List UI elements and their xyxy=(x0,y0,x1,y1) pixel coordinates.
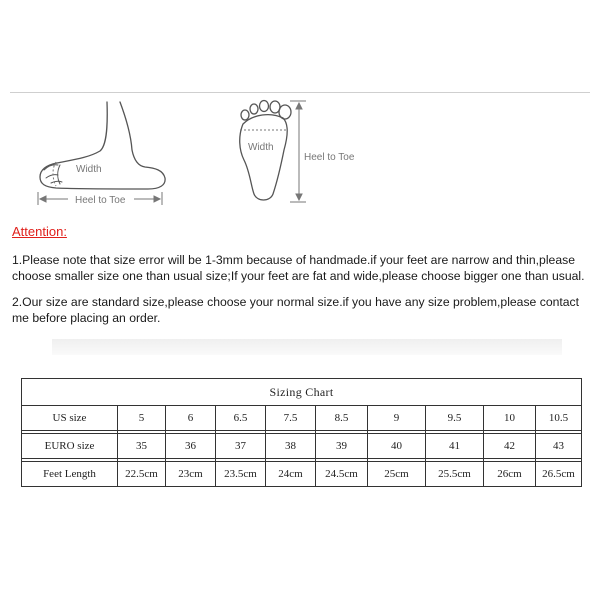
table-cell: 25.5cm xyxy=(426,462,484,487)
table-cell: 35 xyxy=(118,434,166,459)
table-cell: 41 xyxy=(426,434,484,459)
side-width-label: Width xyxy=(76,164,102,175)
table-cell: 7.5 xyxy=(266,406,316,431)
sizing-note-1: 1.Please note that size error will be 1-3mm because of handmade.if your feet are narrow and thin,please choose smaller size one than usual size;If your feet are fat and wide,please choose bigger one than usual. xyxy=(12,253,585,283)
sizing-note-2: 2.Our size are standard size,please choose your normal size.if you have any size problem,please contact me before placing an order. xyxy=(12,295,580,325)
decorative-separator xyxy=(52,339,562,355)
table-cell: 40 xyxy=(368,434,426,459)
table-row-feet-length xyxy=(22,462,582,487)
table-cell: 43 xyxy=(536,434,582,459)
table-cell: 9.5 xyxy=(426,406,484,431)
table-row-euro-size xyxy=(22,434,582,459)
sole-width-label: Width xyxy=(248,142,274,153)
table-cell: 6.5 xyxy=(216,406,266,431)
attention-heading: Attention: xyxy=(12,224,67,239)
sizing-chart-caption: Sizing Chart xyxy=(22,379,582,406)
table-cell: 38 xyxy=(266,434,316,459)
table-cell: 23.5cm xyxy=(216,462,266,487)
foot-measurement-diagram xyxy=(0,0,600,215)
sizing-chart-table xyxy=(21,378,582,487)
table-row-us-size xyxy=(22,406,582,431)
sole-length-label: Heel to Toe xyxy=(304,152,355,163)
table-cell: 8.5 xyxy=(316,406,368,431)
table-cell: 10 xyxy=(484,406,536,431)
table-cell: 23cm xyxy=(166,462,216,487)
table-cell: 9 xyxy=(368,406,426,431)
row-label: EURO size xyxy=(22,434,118,459)
table-cell: 22.5cm xyxy=(118,462,166,487)
row-label: Feet Length xyxy=(22,462,118,487)
table-cell: 36 xyxy=(166,434,216,459)
table-cell: 42 xyxy=(484,434,536,459)
side-length-label: Heel to Toe xyxy=(75,195,126,206)
table-cell: 6 xyxy=(166,406,216,431)
table-cell: 24.5cm xyxy=(316,462,368,487)
foot-side-view xyxy=(40,102,165,189)
table-cell: 5 xyxy=(118,406,166,431)
table-cell: 39 xyxy=(316,434,368,459)
table-cell: 26.5cm xyxy=(536,462,582,487)
table-cell: 24cm xyxy=(266,462,316,487)
table-cell: 37 xyxy=(216,434,266,459)
table-cell: 26cm xyxy=(484,462,536,487)
table-cell: 25cm xyxy=(368,462,426,487)
table-cell: 10.5 xyxy=(536,406,582,431)
row-label: US size xyxy=(22,406,118,431)
